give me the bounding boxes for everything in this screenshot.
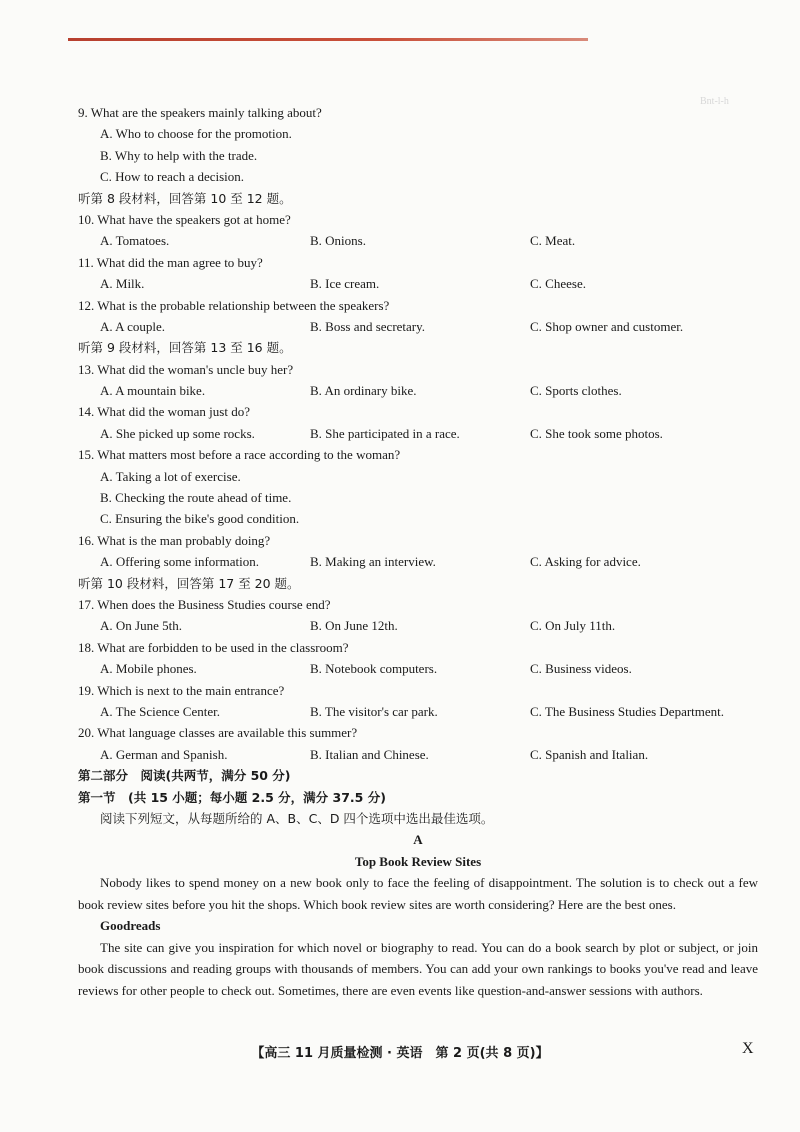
- answer-option: B. Onions.: [310, 233, 366, 249]
- answer-option: C. The Business Studies Department.: [530, 703, 725, 719]
- question-stem: 12. What is the probable relationship between the speakers?: [78, 297, 390, 313]
- answer-option: C. Business videos.: [530, 661, 632, 677]
- answer-option: A. She picked up some rocks.: [100, 425, 255, 441]
- answer-option: C. Shop owner and customer.: [530, 318, 684, 334]
- options-row: [78, 230, 758, 251]
- faint-mark: Bnt-l-h: [700, 96, 729, 107]
- section-instruction: 听第 9 段材料，回答第 13 至 16 题。: [78, 340, 292, 356]
- options-row: [78, 316, 758, 337]
- answer-option: B. Making an interview.: [310, 554, 436, 570]
- exam-page: [78, 102, 758, 1002]
- answer-option: B. Italian and Chinese.: [310, 746, 429, 762]
- question-stem: 14. What did the woman just do?: [78, 404, 250, 420]
- options-row: [78, 423, 758, 444]
- answer-option: C. Ensuring the bike's good condition.: [100, 511, 300, 527]
- answer-option: A. Who to choose for the promotion.: [100, 126, 292, 142]
- options-row: [78, 744, 758, 765]
- goodreads-paragraph: The site can give you inspiration for which novel or biography to read. You can do a book search by plot or subject, or join book discussions and reading groups with thousands of members. You can add your own rankings to books you've read and leave reviews for other people to check out. Sometimes, there are even events like question-and-answer sessions with authors.: [78, 939, 758, 999]
- question-stem: 10. What have the speakers got at home?: [78, 211, 291, 227]
- section-instruction: 听第 8 段材料，回答第 10 至 12 题。: [78, 190, 292, 206]
- question-stem: 19. Which is next to the main entrance?: [78, 682, 285, 698]
- page-footer: 【高三 11 月质量检测 · 英语 第 2 页(共 8 页)】: [251, 1046, 549, 1061]
- answer-option: A. The Science Center.: [100, 703, 220, 719]
- question-stem: 17. When does the Business Studies course end?: [78, 596, 331, 612]
- answer-option: A. Tomatoes.: [100, 233, 170, 249]
- answer-option: A. A couple.: [100, 318, 165, 334]
- passage-letter: A: [413, 832, 423, 848]
- options-row: [78, 380, 758, 401]
- answer-option: C. Asking for advice.: [530, 554, 641, 570]
- answer-option: C. Sports clothes.: [530, 383, 622, 399]
- options-row: [78, 551, 758, 572]
- question-stem: 16. What is the man probably doing?: [78, 532, 271, 548]
- answer-option: B. She participated in a race.: [310, 425, 460, 441]
- question-stem: 18. What are forbidden to be used in the classroom?: [78, 639, 349, 655]
- footer-mark: X: [742, 1040, 754, 1057]
- answer-option: C. She took some photos.: [530, 425, 663, 441]
- part2-heading: 第二部分 阅读(共两节，满分 50 分): [78, 768, 291, 784]
- answer-option: B. Boss and secretary.: [310, 318, 426, 334]
- top-rule: [68, 38, 588, 41]
- reading-instruction: 阅读下列短文，从每题所给的 A、B、C、D 四个选项中选出最佳选项。: [100, 810, 494, 826]
- answer-option: A. On June 5th.: [100, 618, 182, 634]
- intro-paragraph: Nobody likes to spend money on a new book only to face the feeling of disappointment. The solution is to check out a few book review sites before you hit the shops. Which book review sites are worth considering? Here are the best ones.: [78, 875, 758, 912]
- question-list: [78, 102, 758, 765]
- section1-heading: 第一节 (共 15 小题；每小题 2.5 分，满分 37.5 分): [78, 789, 386, 805]
- answer-option: C. How to reach a decision.: [100, 169, 245, 185]
- question-stem: 9. What are the speakers mainly talking about?: [78, 105, 322, 120]
- answer-option: B. Checking the route ahead of time.: [100, 490, 292, 506]
- options-row: [78, 273, 758, 294]
- options-row: [78, 658, 758, 679]
- answer-option: A. Offering some information.: [100, 554, 259, 570]
- answer-option: B. On June 12th.: [310, 618, 398, 634]
- answer-option: B. The visitor's car park.: [310, 703, 438, 719]
- answer-option: B. Why to help with the trade.: [100, 147, 258, 163]
- answer-option: C. Spanish and Italian.: [530, 746, 649, 762]
- answer-option: B. Notebook computers.: [310, 661, 438, 677]
- answer-option: A. Milk.: [100, 276, 145, 292]
- answer-option: A. Mobile phones.: [100, 661, 197, 677]
- question-stem: 13. What did the woman's uncle buy her?: [78, 361, 294, 377]
- question-stem: 20. What language classes are available this summer?: [78, 725, 358, 741]
- options-row: [78, 701, 758, 722]
- answer-option: B. Ice cream.: [310, 276, 380, 292]
- options-row: [78, 615, 758, 636]
- answer-option: A. Taking a lot of exercise.: [100, 468, 241, 484]
- answer-option: A. German and Spanish.: [100, 746, 228, 762]
- answer-option: C. Cheese.: [530, 276, 586, 292]
- passage-title: Top Book Review Sites: [354, 853, 482, 869]
- section-instruction: 听第 10 段材料，回答第 17 至 20 题。: [78, 575, 300, 591]
- goodreads-heading: Goodreads: [100, 918, 161, 934]
- question-stem: 11. What did the man agree to buy?: [78, 254, 263, 270]
- question-stem: 15. What matters most before a race according to the woman?: [78, 447, 401, 463]
- answer-option: C. Meat.: [530, 233, 576, 249]
- answer-option: A. A mountain bike.: [100, 383, 206, 399]
- answer-option: C. On July 11th.: [530, 618, 616, 634]
- answer-option: B. An ordinary bike.: [310, 383, 417, 399]
